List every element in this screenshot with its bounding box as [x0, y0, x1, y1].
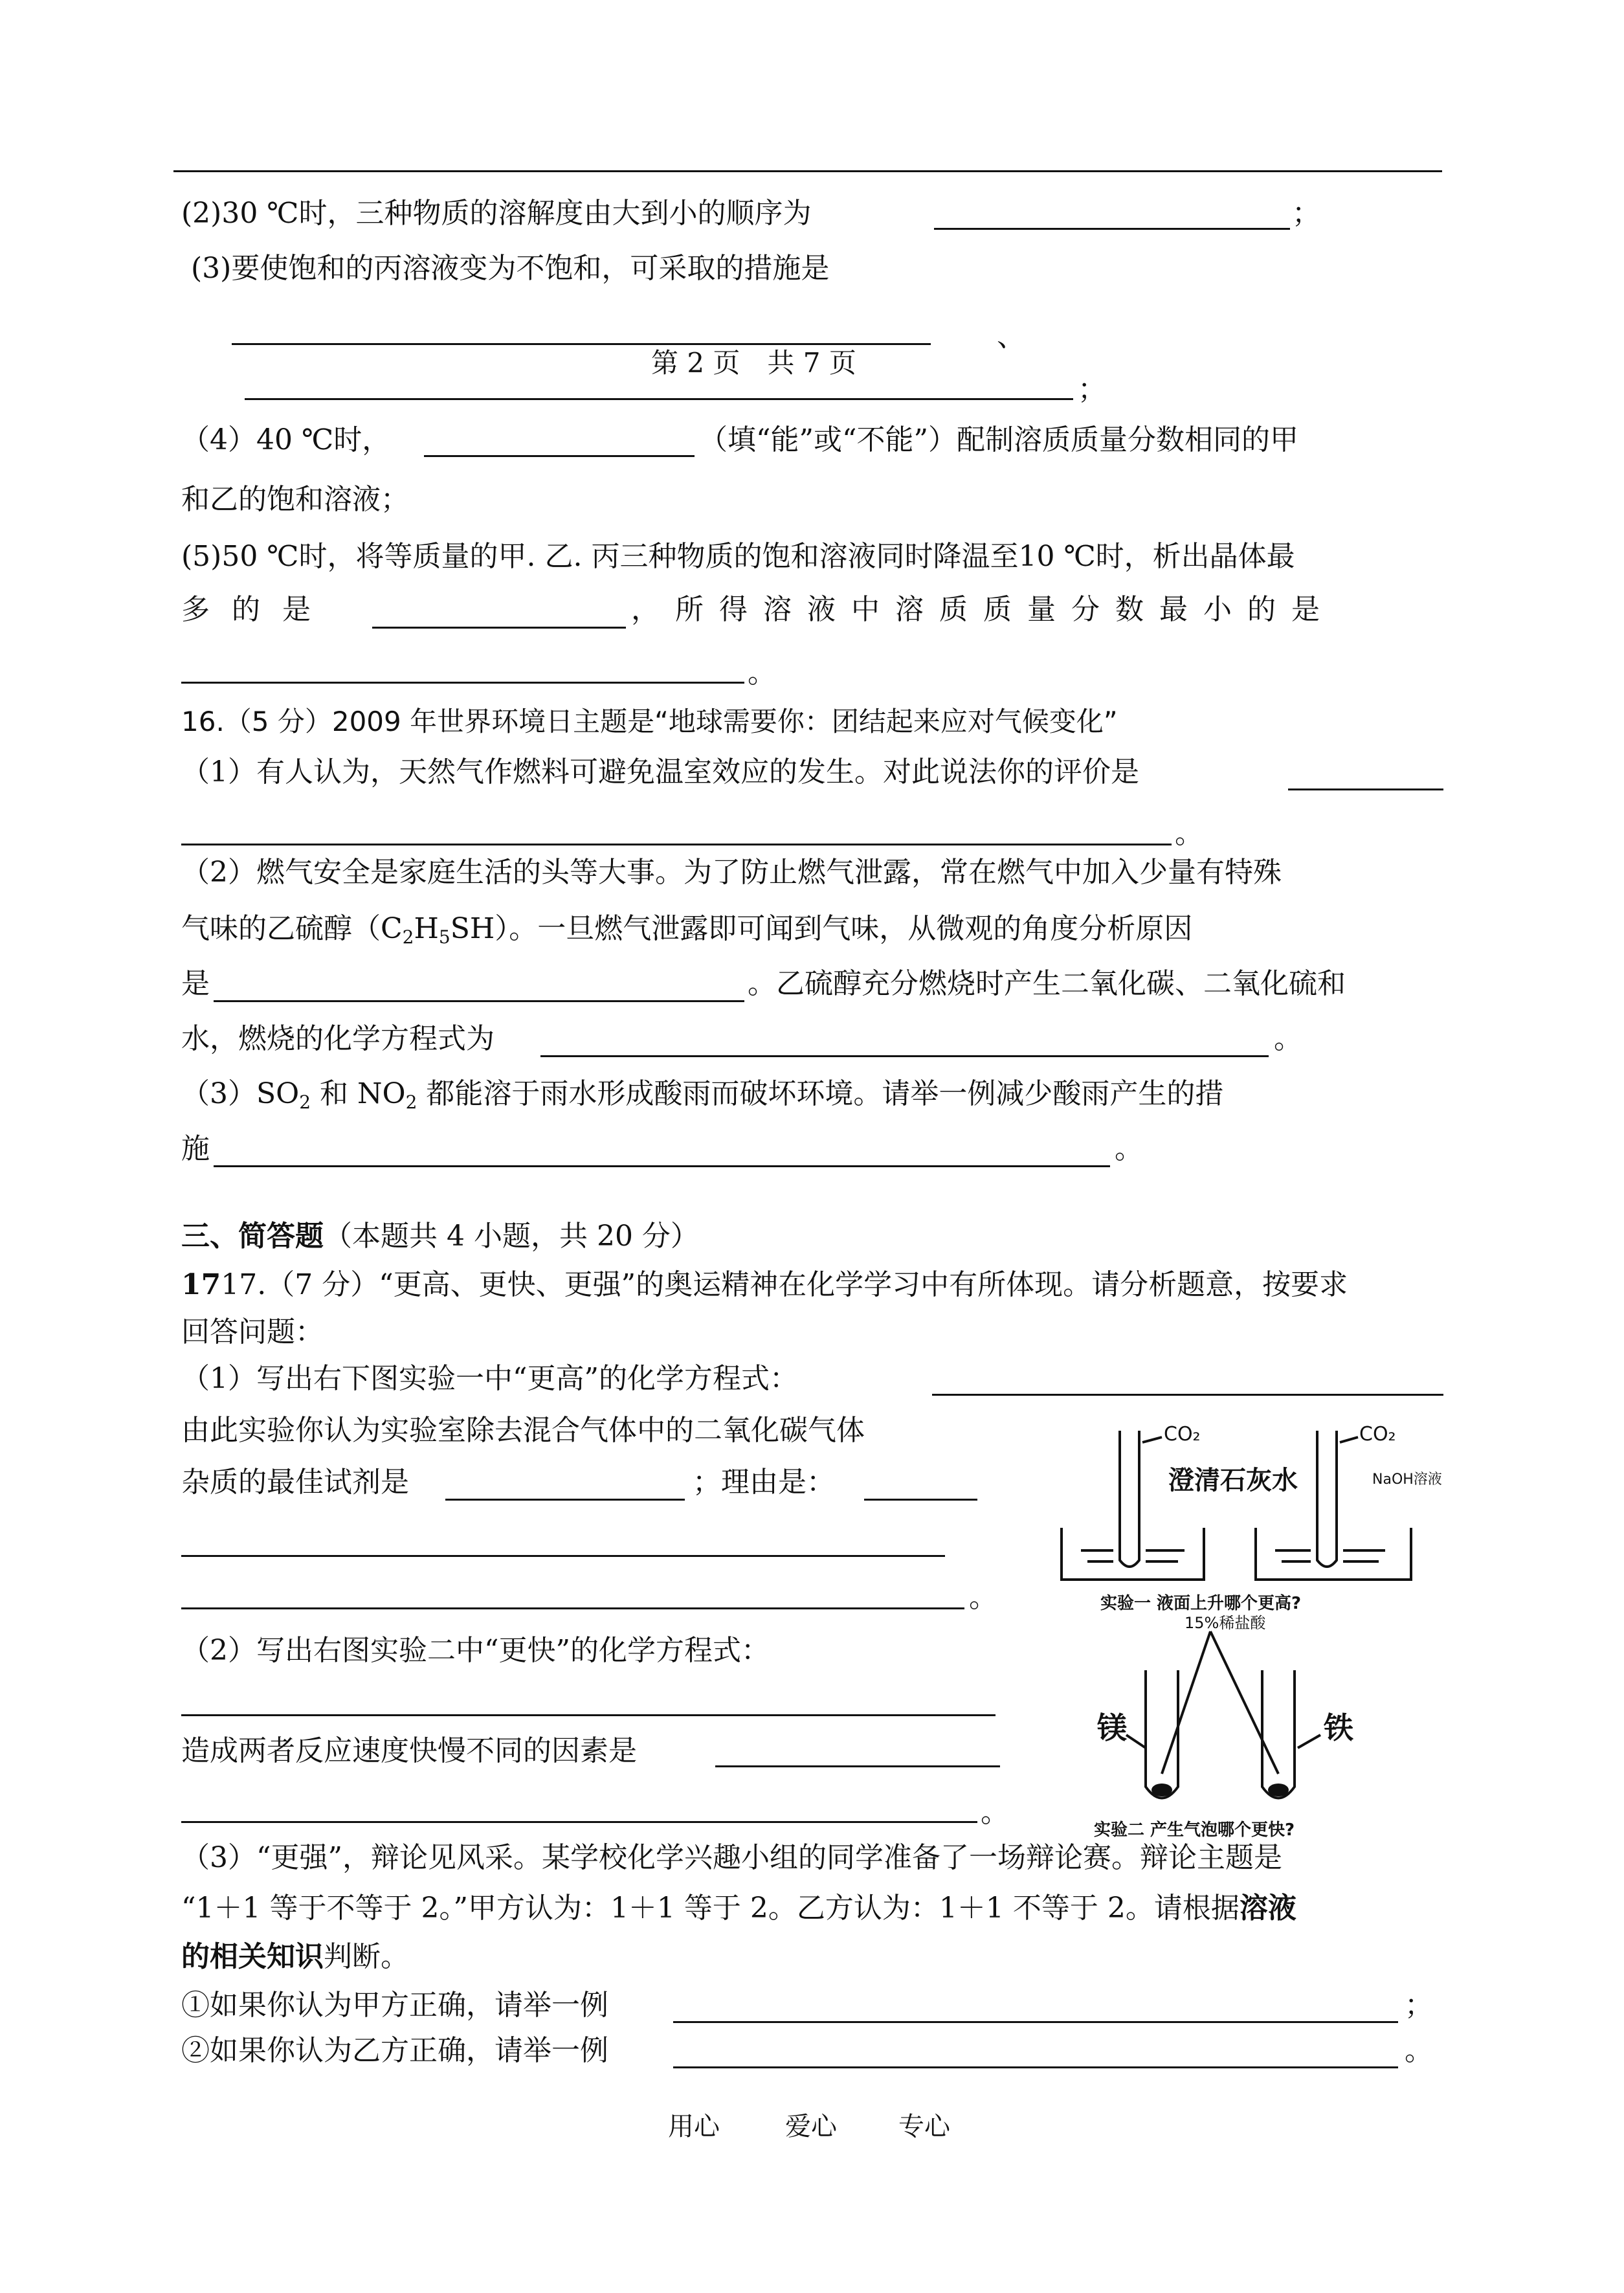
- q17-part3-line2-text: “1＋1 等于不等于 2。”甲方认为：1＋1 等于 2。乙方认为：1＋1 不等于 2。请根据: [181, 1892, 1240, 1925]
- exp1-left-trough: [1062, 1528, 1204, 1580]
- q16-part2-line4: 水，燃烧的化学方程式为: [181, 1022, 495, 1055]
- q15-part3-sep: 、: [997, 320, 1025, 353]
- exp1-left-tube: [1120, 1431, 1139, 1567]
- q17-part1-end: 。: [969, 1581, 997, 1614]
- q15-part5-blank-2[interactable]: [181, 682, 744, 684]
- q15-part4-after: （填“能”或“不能”）配制溶质质量分数相同的甲: [699, 423, 1298, 456]
- q17-part3-bold-2: 的相关知识: [181, 1940, 324, 1973]
- footer-c: 专心: [898, 2112, 950, 2142]
- q17-part2-line1: （2）写出右图实验二中“更快”的化学方程式：: [181, 1634, 770, 1667]
- q15-part2-text: (2)30 ℃时，三种物质的溶解度由大到小的顺序为: [181, 197, 812, 230]
- q17-part1-blank-3[interactable]: [864, 1499, 977, 1501]
- q15-part5-label-b: ，所得溶液中溶质质量分数最小的是: [631, 593, 1335, 626]
- q16-part3-line1: [181, 1075, 1223, 1122]
- q15-part5-blank-1[interactable]: [372, 627, 626, 629]
- fig-co2-left: CO₂: [1164, 1423, 1201, 1446]
- q15-part4-line2: 和乙的饱和溶液；: [181, 483, 409, 516]
- exp1-right-trough: [1256, 1528, 1411, 1580]
- q17-part2-blank-2[interactable]: [715, 1765, 1000, 1767]
- q17-part1-blank-4[interactable]: [181, 1555, 945, 1557]
- exp2-left-tube: [1146, 1670, 1178, 1798]
- q17-part1-line3-a: 杂质的最佳试剂是: [181, 1466, 409, 1499]
- q17-part3-line3: [181, 1938, 409, 1976]
- fig-acid: 15%稀盐酸: [1185, 1614, 1266, 1632]
- q17-part2-line2: 造成两者反应速度快慢不同的因素是: [181, 1734, 637, 1767]
- q17-part1-line2: 由此实验你认为实验室除去混合气体中的二氧化碳气体: [181, 1414, 865, 1447]
- q16-part2-line2-a: 气味的乙硫醇（C: [181, 912, 403, 945]
- q16-part1-blank-2[interactable]: [181, 844, 1172, 845]
- q15-part4-prefix: （4）40 ℃时，: [181, 423, 391, 456]
- q17-part3-line3-text: 判断。: [324, 1940, 409, 1973]
- q17-title-line2: 回答问题：: [181, 1315, 324, 1348]
- page-marker: 第 2 页 共 7 页: [651, 347, 856, 379]
- q16-part1-blank-1[interactable]: [1288, 789, 1443, 790]
- q17-option-2-blank[interactable]: [673, 2066, 1398, 2068]
- q16-title: 16.（5 分）2009 年世界环境日主题是“地球需要你：团结起来应对气候变化”: [181, 706, 1118, 737]
- experiment-figure: [1049, 1411, 1476, 1877]
- q17-part1-blank-5[interactable]: [181, 1607, 964, 1609]
- q15-part2-blank[interactable]: [934, 228, 1290, 230]
- fig-co2-right: CO₂: [1359, 1423, 1396, 1446]
- q16-part3-a: （3）SO: [181, 1077, 300, 1110]
- q17-option-2: ②如果你认为乙方正确，请举一例: [181, 2034, 608, 2067]
- q17-part2-blank-1[interactable]: [181, 1714, 996, 1716]
- q15-part5-line1: (5)50 ℃时，将等质量的甲. 乙. 丙三种物质的饱和溶液同时降温至10 ℃时，析出晶体最: [181, 540, 1295, 573]
- section3-note: （本题共 4 小题，共 20 分）: [324, 1220, 699, 1253]
- exp1-right-tube: [1317, 1431, 1337, 1567]
- q16-part2-line1: （2）燃气安全是家庭生活的头等大事。为了防止燃气泄露，常在燃气中加入少量有特殊: [181, 856, 1282, 889]
- q17-option-2-end: 。: [1405, 2034, 1433, 2067]
- footer-b: 爱心: [785, 2112, 837, 2142]
- fig-naoh: NaOH溶液: [1372, 1471, 1442, 1488]
- q16-part3-sub-1: 2: [299, 1091, 311, 1113]
- fig-fe: 铁: [1324, 1710, 1353, 1745]
- q17-option-1-end: ；: [1405, 1989, 1433, 2022]
- q16-part3-line2: 施: [181, 1132, 210, 1165]
- q17-part3-line2: [181, 1889, 1296, 1928]
- q17-part1-blank-2[interactable]: [445, 1499, 685, 1501]
- q15-part2: [181, 194, 812, 233]
- q17-part2-end: 。: [981, 1796, 1009, 1829]
- q15-part4-line1: [181, 421, 390, 460]
- q16-part3-blank[interactable]: [214, 1165, 1110, 1167]
- footer-a: 用心: [668, 2112, 720, 2142]
- q17-option-1-blank[interactable]: [673, 2021, 1398, 2023]
- q16-part1-end: 。: [1175, 817, 1203, 850]
- q17-option-1: ①如果你认为甲方正确，请举一例: [181, 1989, 608, 2022]
- q16-part2-line2: [181, 910, 1192, 957]
- exp2-right-tube: [1262, 1670, 1295, 1798]
- q16-part2-blank-1[interactable]: [214, 1000, 744, 1002]
- q16-part2-end: 。: [1274, 1022, 1302, 1055]
- q17-part1-line1: （1）写出右下图实验一中“更高”的化学方程式：: [181, 1362, 798, 1395]
- fig-exp2-caption: 实验二 产生气泡哪个更快?: [1094, 1820, 1295, 1840]
- q16-part2-line3-a: 是: [181, 967, 210, 1000]
- q16-part3-sub-2: 2: [405, 1091, 417, 1113]
- q17-part3-bold-1: 溶液: [1239, 1892, 1296, 1925]
- fig-exp1-caption: 实验一 液面上升哪个更高?: [1100, 1594, 1302, 1613]
- header-rule: [173, 170, 1442, 172]
- q15-part3-end: ；: [1078, 373, 1106, 406]
- q15-part4-blank[interactable]: [424, 455, 695, 457]
- section3-title: 三、简答题: [181, 1220, 324, 1253]
- q16-sub-1: 2: [402, 926, 414, 948]
- q16-part2-line2-c: SH）。一旦燃气泄露即可闻到气味，从微观的角度分析原因: [450, 912, 1193, 945]
- q16-part2-blank-2[interactable]: [540, 1055, 1269, 1057]
- q17-part1-line3-b: ；理由是：: [693, 1466, 835, 1499]
- q16-part2-line2-b: H: [414, 912, 439, 945]
- q16-part3-end: 。: [1115, 1132, 1143, 1165]
- fig-mg: 镁: [1097, 1710, 1127, 1745]
- q17-part1-blank-1[interactable]: [932, 1394, 1443, 1396]
- q16-part2-line3-b: 。乙硫醇充分燃烧时产生二氧化碳、二氧化硫和: [748, 967, 1346, 1000]
- section3-heading: [181, 1217, 699, 1256]
- q16-part3-b: 和 NO: [311, 1077, 406, 1110]
- q17-title: [181, 1266, 1348, 1304]
- q17-part2-blank-3[interactable]: [181, 1821, 977, 1823]
- fig-limewater: 澄清石灰水: [1168, 1466, 1298, 1495]
- q17-part3-line1: （3）“更强”，辩论见风采。某学校化学兴趣小组的同学准备了一场辩论赛。辩论主题是: [181, 1841, 1282, 1874]
- q15-part5-label-a: 多的是: [181, 593, 333, 626]
- q16-part1: （1）有人认为，天然气作燃料可避免温室效应的发生。对此说法你的评价是: [181, 755, 1139, 789]
- q15-part3-blank-2[interactable]: [245, 398, 1073, 400]
- q15-part3: (3)要使饱和的丙溶液变为不饱和，可采取的措施是: [191, 252, 830, 285]
- q15-part5-end: 。: [748, 656, 776, 689]
- q15-part2-end: ；: [1292, 197, 1320, 230]
- q16-sub-2: 5: [438, 926, 450, 948]
- q17-title-text: 17.（7 分）“更高、更快、更强”的奥运精神在化学学习中有所体现。请分析题意，按要求: [221, 1268, 1348, 1301]
- q17-number: 17: [181, 1268, 221, 1301]
- q16-part3-c: 都能溶于雨水形成酸雨而破坏环境。请举一例减少酸雨产生的措: [417, 1077, 1224, 1110]
